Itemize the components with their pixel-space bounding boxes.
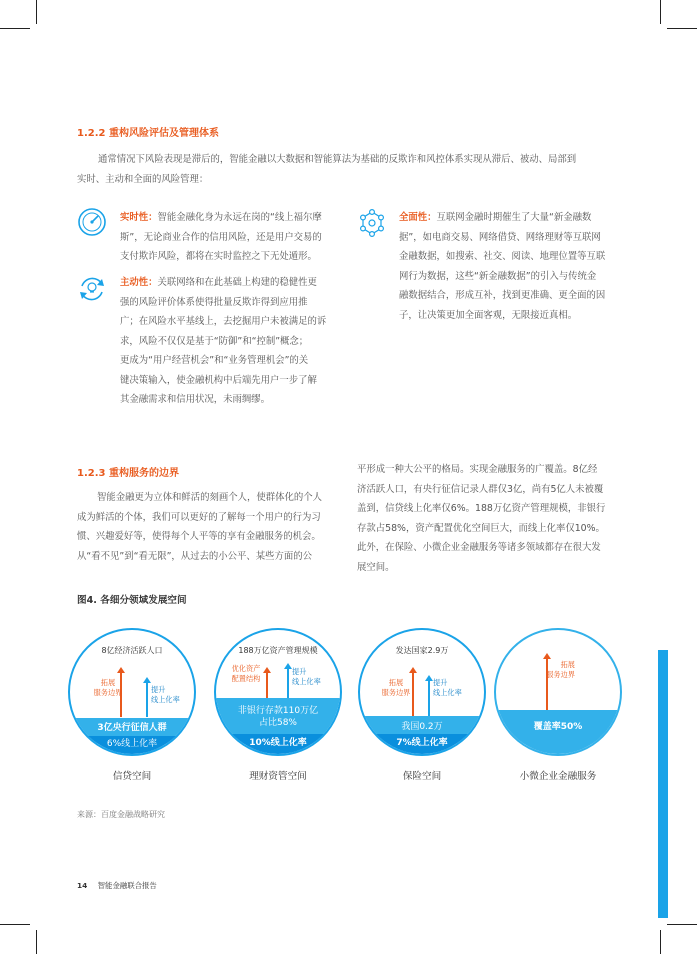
- section-2-left-column: [77, 488, 347, 566]
- arrow-up-icon: [287, 668, 289, 698]
- paragraph-line: 平形成一种大公平的格局。实现金融服务的广覆盖。8亿经: [357, 464, 598, 475]
- circle-caption: 理财资管空间: [249, 771, 307, 782]
- feature-title: 主动性：: [120, 277, 158, 288]
- feature-text: 互联网金融时期催生了大量“新金融数: [436, 212, 592, 223]
- section-heading: 1.2.3 重构服务的边界: [77, 468, 179, 479]
- blue-label: 提升 线上化率: [151, 685, 180, 704]
- credit-space-circle: [68, 628, 196, 756]
- circle-caption: 小微企业金融服务: [519, 771, 597, 782]
- circle-bottom-band: 7%线上化率: [360, 734, 484, 754]
- page-footer: [77, 880, 157, 891]
- feature-text: 子，让决策更加全面客观，无限接近真相。: [399, 309, 578, 321]
- orange-label: 拓展 服务边界: [93, 678, 123, 697]
- circle-mid-band: 3亿央行征信人群: [70, 718, 194, 738]
- circle-mid-band: 非银行存款110万亿 占比58%: [216, 698, 340, 738]
- figure-title: 图4. 各细分领域发展空间: [77, 595, 187, 606]
- smb-finance-circle: [494, 628, 622, 756]
- circle-mid-band: 我国0.2万: [360, 716, 484, 738]
- feature-title: 实时性：: [120, 212, 158, 223]
- feature-text: 网行为数据，这些“新金融数据”的引入与传统金: [399, 270, 597, 282]
- feature-text: 求，风险不仅仅是基于“防御”和“控制”概念；: [120, 335, 309, 347]
- feature-text: 融数据结合，形成互补，找到更准确、更全面的因: [399, 290, 606, 301]
- circle-top-label: 188万亿资产管理规模: [238, 646, 318, 655]
- paragraph-line: 成为鲜活的个体，我们可以更好的了解每一个用户的行为习: [77, 511, 321, 523]
- feature-text: 强的风险评价体系使得批量反欺诈得到应用推: [120, 296, 308, 308]
- report-title: 智能金融联合报告: [97, 881, 157, 890]
- crop-mark: [36, 0, 37, 24]
- insurance-space-circle: [358, 628, 486, 756]
- feature-text: 广；在风险水平基线上，去挖掘用户未被满足的诉: [120, 316, 327, 327]
- paragraph-line: 济活跃人口，有央行征信记录人群仅3亿，尚有5亿人未被覆: [357, 483, 604, 495]
- crop-mark: [667, 924, 697, 925]
- paragraph-line: 此外，在保险、小微企业金融服务等诸多领域都存在很大发: [357, 542, 601, 553]
- circle-caption: 保险空间: [402, 771, 442, 782]
- feature-comprehensive: [399, 208, 624, 325]
- crop-mark: [660, 0, 661, 24]
- arrow-up-icon: [428, 680, 430, 716]
- crop-mark: [0, 924, 30, 925]
- crop-mark: [36, 930, 37, 954]
- crop-mark: [667, 28, 697, 29]
- arrow-up-icon: [266, 672, 268, 698]
- page-number: 14: [77, 881, 88, 890]
- circle-top-label: 8亿经济活跃人口: [101, 646, 163, 655]
- paragraph-line: 惯、兴趣爱好等，使得每个人平等的享有金融服务的机会。: [77, 531, 321, 542]
- paragraph-line: 存款占58%，资产配置优化空间巨大，而线上化率仅10%。: [357, 522, 605, 534]
- crop-mark: [660, 930, 661, 954]
- arrow-up-icon: [146, 682, 148, 717]
- orange-label: 优化资产 配置结构: [231, 664, 261, 683]
- feature-active: [120, 273, 345, 410]
- feature-text: 据”，如电商交易、网络借贷、网络理财等互联网: [399, 231, 601, 243]
- orange-label: 拓展 服务边界: [546, 660, 575, 679]
- circle-bottom-band: 10%线上化率: [216, 734, 340, 754]
- section-2-right-column: [357, 460, 627, 577]
- refresh-lightbulb-icon: [77, 274, 107, 304]
- circle-top-label: 发达国家2.9万: [395, 646, 449, 655]
- paragraph-line: 展空间。: [357, 561, 395, 573]
- feature-text: 其金融需求和信用状况，未雨绸缪。: [120, 394, 271, 405]
- intro-line-2: 实时、主动和全面的风险管理：: [77, 174, 209, 185]
- figure-source: 来源：百度金融战略研究: [77, 810, 165, 819]
- paragraph-line: 盖到，信贷线上化率仅6%。188万亿资产管理规模，非银行: [357, 503, 606, 514]
- blue-label: 提升 线上化率: [292, 667, 321, 686]
- network-hexagon-icon: [357, 208, 387, 238]
- intro-line-1: 通常情况下风险表现是滞后的，智能金融以大数据和智能算法为基础的反欺诈和风控体系实现从滞后、被动、局部到: [98, 154, 577, 165]
- feature-text: 智能金融化身为永远在岗的“线上福尔摩: [157, 212, 322, 223]
- feature-title: 全面性：: [399, 212, 437, 223]
- paragraph-line: 从“看不见”到“看无限”，从过去的小公平、某些方面的公: [77, 550, 313, 562]
- section-heading: 1.2.2 重构风险评估及管理体系: [77, 128, 219, 139]
- blue-label: 提升 线上化率: [433, 678, 462, 697]
- orange-label: 拓展 服务边界: [381, 678, 411, 697]
- crop-mark: [0, 28, 30, 29]
- feature-text: 支付欺诈风险，都将在实时监控之下无处遁形。: [120, 251, 317, 262]
- side-accent-bar: [658, 650, 668, 918]
- feature-text: 金融数据，如搜索、社交、阅读、地理位置等互联: [399, 251, 606, 262]
- circle-bottom-band: 覆盖率50%: [496, 710, 620, 754]
- feature-text: 关联网络和在此基础上构建的稳健性更: [157, 277, 317, 288]
- circle-caption: 信贷空间: [112, 771, 152, 782]
- paragraph-line: 智能金融更为立体和鲜活的刻画个人，使群体化的个人: [97, 492, 323, 503]
- feature-realtime: [120, 208, 345, 267]
- wealth-space-circle: [214, 628, 342, 756]
- feature-text: 更成为“用户经营机会”和“业务管理机会”的关: [120, 355, 309, 366]
- speedometer-icon: [77, 207, 107, 237]
- feature-text: 斯”，无论商业合作的信用风险，还是用户交易的: [120, 231, 322, 243]
- feature-text: 键决策输入，使金融机构中后端先用户一步了解: [120, 374, 317, 386]
- circle-bottom-band: 6%线上化率: [70, 736, 194, 754]
